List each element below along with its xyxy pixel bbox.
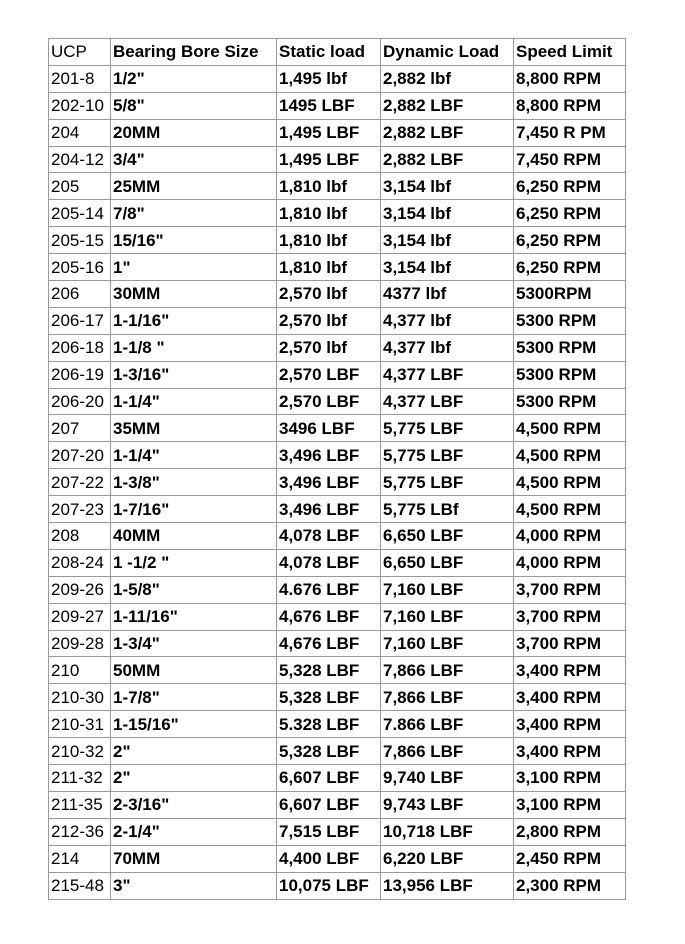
cell-ucp: 206-19 (49, 361, 111, 388)
cell-dynamic-load: 3,154 lbf (381, 173, 514, 200)
cell-bore-size: 50MM (111, 657, 277, 684)
table-row (49, 227, 626, 254)
cell-dynamic-load: 7,866 LBF (381, 684, 514, 711)
cell-static-load: 1,495 lbf (277, 65, 381, 92)
cell-static-load: 4,078 LBF (277, 523, 381, 550)
cell-static-load: 1,810 lbf (277, 173, 381, 200)
table-row (49, 684, 626, 711)
cell-bore-size: 2" (111, 765, 277, 792)
cell-speed-limit: 4,000 RPM (514, 523, 626, 550)
cell-ucp: 210-32 (49, 738, 111, 765)
cell-speed-limit: 4,500 RPM (514, 415, 626, 442)
table-row (49, 738, 626, 765)
cell-speed-limit: 2,450 RPM (514, 845, 626, 872)
cell-ucp: 202-10 (49, 92, 111, 119)
cell-static-load: 3,496 LBF (277, 469, 381, 496)
cell-bore-size: 1 -1/2 " (111, 549, 277, 576)
cell-bore-size: 1-1/8 " (111, 334, 277, 361)
cell-static-load: 5,328 LBF (277, 684, 381, 711)
cell-ucp: 207-20 (49, 442, 111, 469)
cell-dynamic-load: 5,775 LBF (381, 442, 514, 469)
cell-static-load: 1495 LBF (277, 92, 381, 119)
cell-speed-limit: 7,450 RPM (514, 146, 626, 173)
table-body (49, 65, 626, 899)
cell-dynamic-load: 6,650 LBF (381, 523, 514, 550)
header-static-load: Static load (277, 39, 381, 66)
header-speed-limit: Speed Limit (514, 39, 626, 66)
cell-dynamic-load: 2,882 LBF (381, 119, 514, 146)
cell-bore-size: 1-7/16" (111, 496, 277, 523)
cell-static-load: 3496 LBF (277, 415, 381, 442)
table-row (49, 334, 626, 361)
cell-bore-size: 15/16" (111, 227, 277, 254)
cell-bore-size: 1-15/16" (111, 711, 277, 738)
cell-bore-size: 70MM (111, 845, 277, 872)
cell-speed-limit: 3,400 RPM (514, 738, 626, 765)
cell-static-load: 3,496 LBF (277, 496, 381, 523)
cell-speed-limit: 3,400 RPM (514, 711, 626, 738)
cell-static-load: 5.328 LBF (277, 711, 381, 738)
cell-bore-size: 1-1/4" (111, 388, 277, 415)
cell-bore-size: 30MM (111, 281, 277, 308)
cell-bore-size: 25MM (111, 173, 277, 200)
header-dynamic-load: Dynamic Load (381, 39, 514, 66)
header-bore-size: Bearing Bore Size (111, 39, 277, 66)
cell-ucp: 208-24 (49, 549, 111, 576)
cell-static-load: 6,607 LBF (277, 765, 381, 792)
table-row (49, 146, 626, 173)
cell-ucp: 206-20 (49, 388, 111, 415)
cell-bore-size: 1-3/8" (111, 469, 277, 496)
cell-dynamic-load: 5,775 LBF (381, 415, 514, 442)
table-row (49, 415, 626, 442)
cell-ucp: 204 (49, 119, 111, 146)
cell-bore-size: 3/4" (111, 146, 277, 173)
table-row (49, 281, 626, 308)
cell-ucp: 204-12 (49, 146, 111, 173)
cell-dynamic-load: 4,377 lbf (381, 307, 514, 334)
cell-bore-size: 3" (111, 872, 277, 899)
table-row (49, 791, 626, 818)
cell-speed-limit: 8,800 RPM (514, 65, 626, 92)
cell-speed-limit: 5300RPM (514, 281, 626, 308)
cell-speed-limit: 3,400 RPM (514, 684, 626, 711)
cell-speed-limit: 2,800 RPM (514, 818, 626, 845)
table-header (49, 39, 626, 66)
cell-dynamic-load: 4377 lbf (381, 281, 514, 308)
cell-dynamic-load: 9,743 LBF (381, 791, 514, 818)
table-row (49, 845, 626, 872)
cell-speed-limit: 4,500 RPM (514, 442, 626, 469)
table-row (49, 442, 626, 469)
cell-bore-size: 2-3/16" (111, 791, 277, 818)
cell-bore-size: 40MM (111, 523, 277, 550)
table-row (49, 388, 626, 415)
cell-speed-limit: 6,250 RPM (514, 173, 626, 200)
cell-speed-limit: 3,700 RPM (514, 576, 626, 603)
cell-static-load: 2,570 lbf (277, 281, 381, 308)
cell-speed-limit: 5300 RPM (514, 388, 626, 415)
cell-static-load: 4,400 LBF (277, 845, 381, 872)
cell-static-load: 2,570 lbf (277, 307, 381, 334)
cell-ucp: 201-8 (49, 65, 111, 92)
cell-static-load: 3,496 LBF (277, 442, 381, 469)
table-row (49, 65, 626, 92)
cell-dynamic-load: 2,882 LBF (381, 146, 514, 173)
table-row (49, 711, 626, 738)
cell-static-load: 2,570 lbf (277, 334, 381, 361)
cell-speed-limit: 4,500 RPM (514, 469, 626, 496)
cell-speed-limit: 6,250 RPM (514, 254, 626, 281)
table-row (49, 549, 626, 576)
cell-dynamic-load: 5,775 LBF (381, 469, 514, 496)
cell-bore-size: 1-11/16" (111, 603, 277, 630)
cell-ucp: 210-31 (49, 711, 111, 738)
cell-static-load: 7,515 LBF (277, 818, 381, 845)
cell-dynamic-load: 7,160 LBF (381, 603, 514, 630)
cell-ucp: 210 (49, 657, 111, 684)
table-row (49, 523, 626, 550)
cell-bore-size: 1" (111, 254, 277, 281)
cell-static-load: 1,810 lbf (277, 227, 381, 254)
cell-dynamic-load: 6,650 LBF (381, 549, 514, 576)
cell-ucp: 205-15 (49, 227, 111, 254)
table-row (49, 872, 626, 899)
cell-dynamic-load: 5,775 LBf (381, 496, 514, 523)
table-row (49, 469, 626, 496)
cell-speed-limit: 7,450 R PM (514, 119, 626, 146)
cell-static-load: 4.676 LBF (277, 576, 381, 603)
cell-speed-limit: 3,100 RPM (514, 765, 626, 792)
cell-dynamic-load: 6,220 LBF (381, 845, 514, 872)
cell-bore-size: 1-1/16" (111, 307, 277, 334)
cell-speed-limit: 3,400 RPM (514, 657, 626, 684)
cell-bore-size: 1-3/16" (111, 361, 277, 388)
cell-dynamic-load: 3,154 lbf (381, 254, 514, 281)
cell-dynamic-load: 7.866 LBF (381, 711, 514, 738)
cell-static-load: 2,570 LBF (277, 361, 381, 388)
cell-speed-limit: 4,000 RPM (514, 549, 626, 576)
table-row (49, 630, 626, 657)
cell-dynamic-load: 2,882 LBF (381, 92, 514, 119)
cell-ucp: 205-14 (49, 200, 111, 227)
cell-bore-size: 1-7/8" (111, 684, 277, 711)
table-row (49, 657, 626, 684)
header-row (49, 39, 626, 66)
cell-ucp: 207-23 (49, 496, 111, 523)
cell-ucp: 209-27 (49, 603, 111, 630)
table-row (49, 119, 626, 146)
table-row (49, 603, 626, 630)
cell-bore-size: 1/2" (111, 65, 277, 92)
cell-ucp: 206-18 (49, 334, 111, 361)
cell-ucp: 214 (49, 845, 111, 872)
table-row (49, 818, 626, 845)
cell-speed-limit: 5300 RPM (514, 334, 626, 361)
cell-speed-limit: 3,700 RPM (514, 630, 626, 657)
cell-ucp: 205-16 (49, 254, 111, 281)
cell-ucp: 209-26 (49, 576, 111, 603)
cell-ucp: 207 (49, 415, 111, 442)
cell-dynamic-load: 7,866 LBF (381, 738, 514, 765)
cell-speed-limit: 3,100 RPM (514, 791, 626, 818)
table-row (49, 576, 626, 603)
cell-dynamic-load: 3,154 lbf (381, 200, 514, 227)
cell-dynamic-load: 4,377 LBF (381, 361, 514, 388)
cell-dynamic-load: 4,377 LBF (381, 388, 514, 415)
cell-dynamic-load: 2,882 lbf (381, 65, 514, 92)
cell-ucp: 212-36 (49, 818, 111, 845)
cell-static-load: 5,328 LBF (277, 738, 381, 765)
table-row (49, 765, 626, 792)
cell-dynamic-load: 4,377 lbf (381, 334, 514, 361)
cell-static-load: 2,570 LBF (277, 388, 381, 415)
cell-bore-size: 20MM (111, 119, 277, 146)
table-row (49, 254, 626, 281)
cell-speed-limit: 6,250 RPM (514, 200, 626, 227)
cell-bore-size: 1-5/8" (111, 576, 277, 603)
cell-ucp: 208 (49, 523, 111, 550)
cell-ucp: 215-48 (49, 872, 111, 899)
cell-speed-limit: 5300 RPM (514, 307, 626, 334)
table-row (49, 173, 626, 200)
cell-bore-size: 2-1/4" (111, 818, 277, 845)
table-row (49, 307, 626, 334)
cell-speed-limit: 5300 RPM (514, 361, 626, 388)
cell-bore-size: 35MM (111, 415, 277, 442)
table-row (49, 496, 626, 523)
cell-ucp: 210-30 (49, 684, 111, 711)
cell-static-load: 1,495 LBF (277, 119, 381, 146)
cell-ucp: 211-35 (49, 791, 111, 818)
cell-bore-size: 2" (111, 738, 277, 765)
cell-ucp: 205 (49, 173, 111, 200)
cell-dynamic-load: 9,740 LBF (381, 765, 514, 792)
cell-speed-limit: 8,800 RPM (514, 92, 626, 119)
cell-static-load: 4,676 LBF (277, 603, 381, 630)
cell-bore-size: 5/8" (111, 92, 277, 119)
cell-static-load: 1,810 lbf (277, 200, 381, 227)
table-row (49, 92, 626, 119)
cell-speed-limit: 2,300 RPM (514, 872, 626, 899)
cell-bore-size: 1-1/4" (111, 442, 277, 469)
cell-ucp: 209-28 (49, 630, 111, 657)
cell-static-load: 1,495 LBF (277, 146, 381, 173)
cell-dynamic-load: 13,956 LBF (381, 872, 514, 899)
cell-dynamic-load: 7,160 LBF (381, 576, 514, 603)
cell-speed-limit: 6,250 RPM (514, 227, 626, 254)
cell-bore-size: 7/8" (111, 200, 277, 227)
cell-dynamic-load: 7,866 LBF (381, 657, 514, 684)
cell-static-load: 10,075 LBF (277, 872, 381, 899)
bearing-spec-table (48, 38, 626, 900)
cell-bore-size: 1-3/4" (111, 630, 277, 657)
cell-dynamic-load: 3,154 lbf (381, 227, 514, 254)
cell-ucp: 207-22 (49, 469, 111, 496)
table-row (49, 200, 626, 227)
cell-speed-limit: 3,700 RPM (514, 603, 626, 630)
cell-dynamic-load: 10,718 LBF (381, 818, 514, 845)
cell-speed-limit: 4,500 RPM (514, 496, 626, 523)
cell-ucp: 211-32 (49, 765, 111, 792)
cell-static-load: 4,676 LBF (277, 630, 381, 657)
cell-static-load: 5,328 LBF (277, 657, 381, 684)
cell-ucp: 206 (49, 281, 111, 308)
header-ucp: UCP (49, 39, 111, 66)
cell-static-load: 4,078 LBF (277, 549, 381, 576)
cell-ucp: 206-17 (49, 307, 111, 334)
cell-static-load: 6,607 LBF (277, 791, 381, 818)
cell-dynamic-load: 7,160 LBF (381, 630, 514, 657)
cell-static-load: 1,810 lbf (277, 254, 381, 281)
table-row (49, 361, 626, 388)
